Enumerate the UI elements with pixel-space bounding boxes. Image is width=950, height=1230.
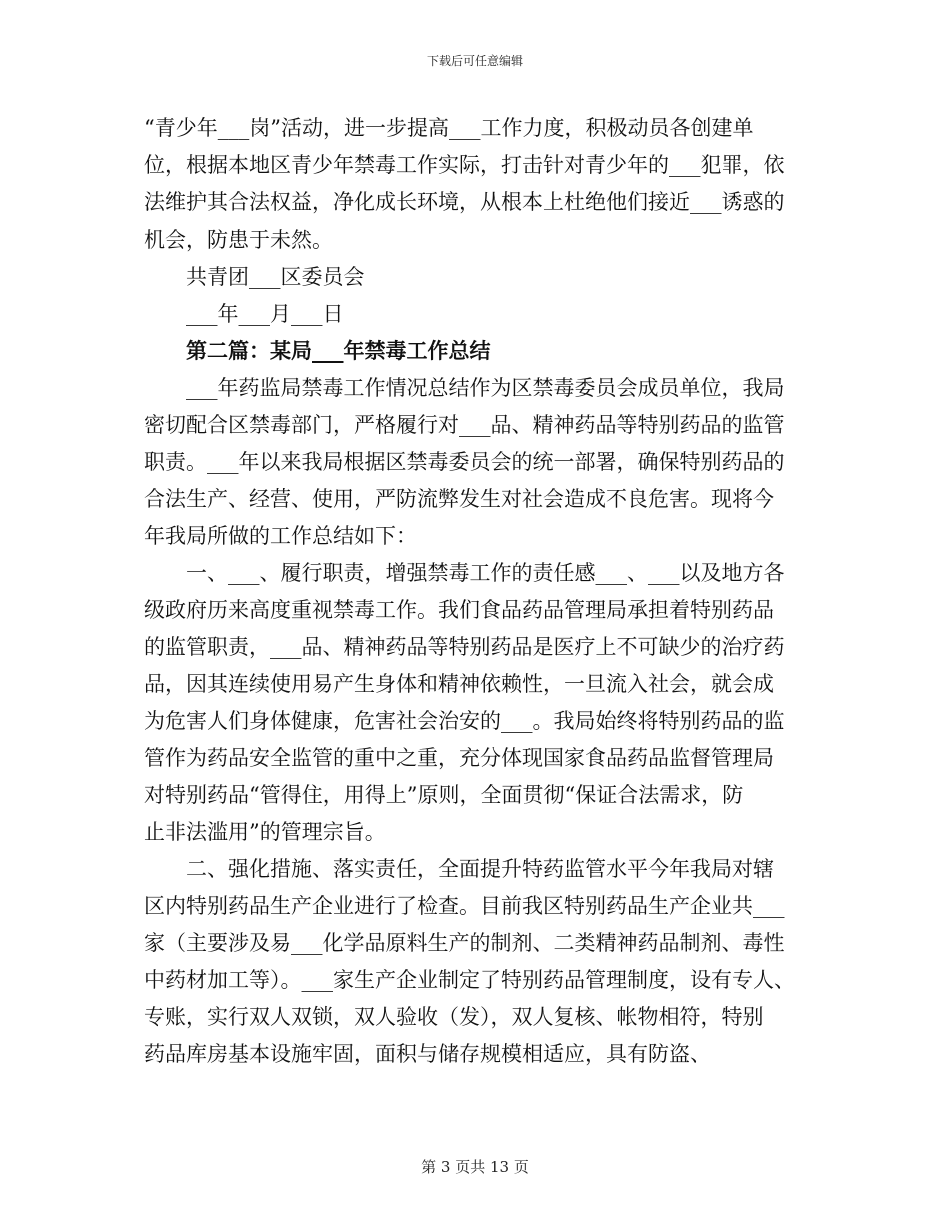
text-line: 一、___、履行职责，增强禁毒工作的责任感___、___以及地方各	[186, 561, 785, 585]
text-line: 法维护其合法权益，净化成长环境，从根本上杜绝他们接近___诱惑的	[144, 190, 785, 214]
text-line: 对特别药品“管得住，用得上”原则，全面贯彻“保证合法需求，防	[144, 783, 744, 807]
text-line: 的监管职责，___品、精神药品等特别药品是医疗上不可缺少的治疗药	[144, 635, 785, 659]
text-line: 家（主要涉及易___化学品原料生产的制剂、二类精神药品制剂、毒性	[144, 931, 785, 955]
page-footer: 第 3 页共 13 页	[421, 1158, 529, 1176]
text-line: 密切配合区禁毒部门，严格履行对___品、精神药品等特别药品的监管	[144, 413, 785, 437]
signature-line: 共青团___区委员会	[186, 265, 365, 289]
text-line: 机会，防患于未然。	[144, 228, 333, 252]
text-line: 年我局所做的工作总结如下：	[144, 524, 417, 548]
text-line: 止非法滥用”的管理宗旨。	[144, 820, 386, 844]
text-line: 为危害人们身体健康，危害社会治安的___。我局始终将特别药品的监	[144, 709, 785, 733]
date-line: ___年___月___日	[186, 302, 344, 326]
text-line: 级政府历来高度重视禁毒工作。我们食品药品管理局承担着特别药品	[144, 598, 774, 622]
text-line: 管作为药品安全监管的重中之重，充分体现国家食品药品监督管理局	[144, 746, 774, 770]
text-line: 品，因其连续使用易产生身体和精神依赖性，一旦流入社会，就会成	[144, 672, 774, 696]
text-line: 职责。___年以来我局根据区禁毒委员会的统一部署，确保特别药品的	[144, 450, 785, 474]
page-header: 下载后可任意编辑	[426, 54, 523, 68]
text-line: 专账，实行双人双锁，双人验收（发），双人复核、帐物相符，特别	[144, 1005, 764, 1029]
text-line: 位，根据本地区青少年禁毒工作实际，打击针对青少年的___犯罪，依	[144, 153, 785, 177]
text-line: ___年药监局禁毒工作情况总结作为区禁毒委员会成员单位，我局	[186, 376, 785, 400]
text-line: 中药材加工等）。___家生产企业制定了特别药品管理制度，设有专人、	[144, 968, 795, 992]
text-line: “青少年___岗”活动，进一步提高___工作力度，积极动员各创建单	[144, 116, 754, 140]
text-line: 合法生产、经营、使用，严防流弊发生对社会造成不良危害。现将今	[144, 487, 774, 511]
text-line: 二、强化措施、落实责任，全面提升特药监管水平今年我局对辖	[186, 857, 774, 881]
text-line: 药品库房基本设施牢固，面积与储存规模相适应，具有防盗、	[144, 1042, 711, 1066]
text-line: 区内特别药品生产企业进行了检查。目前我区特别药品生产企业共___	[144, 894, 785, 918]
section-heading: 第二篇：某局___年禁毒工作总结	[186, 339, 491, 363]
